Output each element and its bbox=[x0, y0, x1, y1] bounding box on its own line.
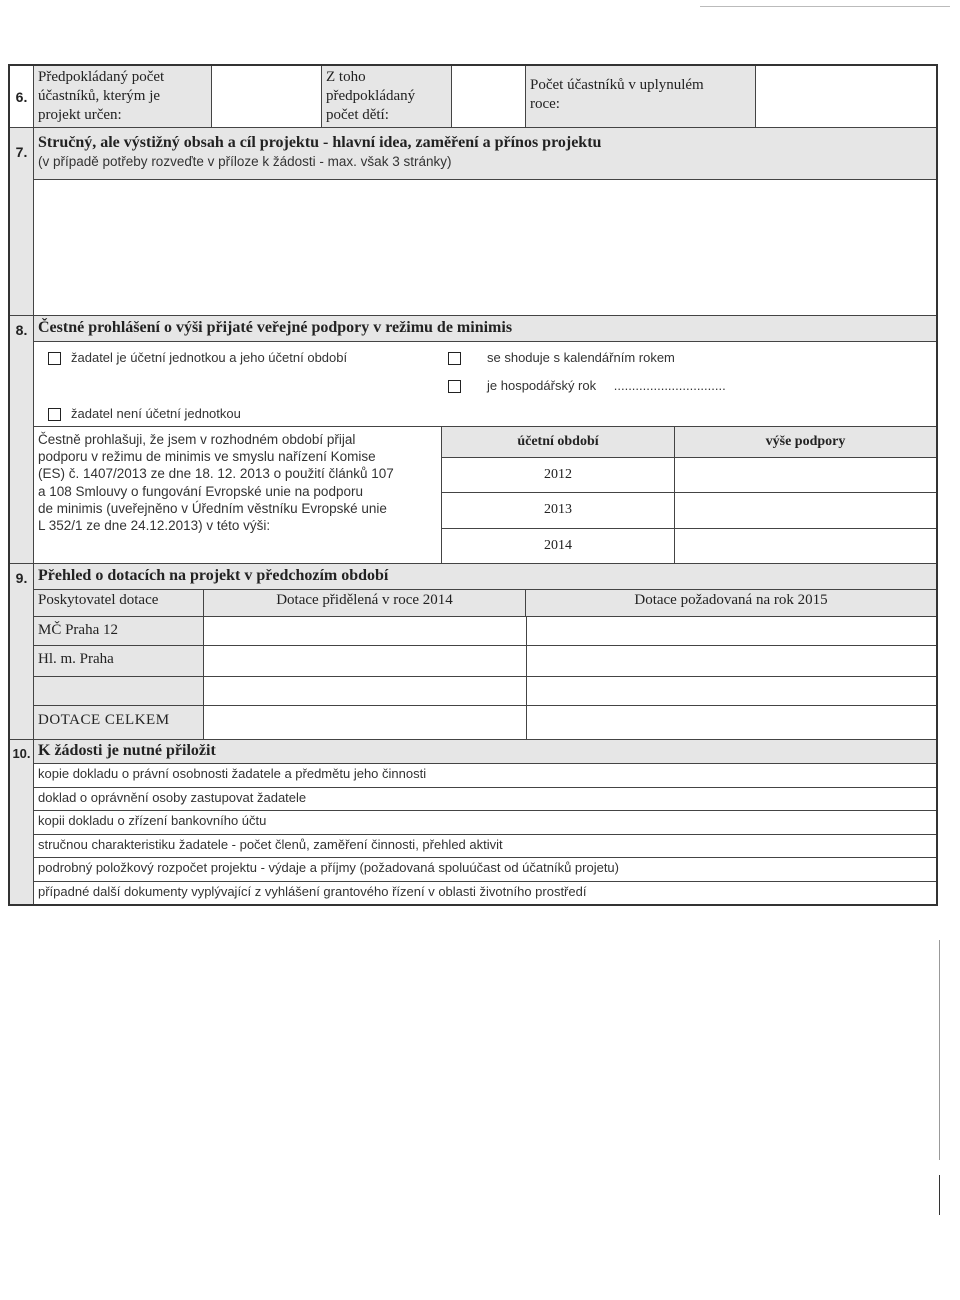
declaration-line: Čestně prohlašuji, že jsem v rozhodném období přijal bbox=[38, 432, 356, 447]
section-7 bbox=[10, 128, 936, 316]
option-fiscal-year[interactable] bbox=[448, 378, 726, 393]
label-line: předpokládaný bbox=[326, 88, 416, 104]
period-2013: 2013 bbox=[442, 493, 674, 528]
subsidy-row bbox=[34, 646, 936, 677]
section-7-header bbox=[34, 128, 936, 180]
section-8-number: 8. bbox=[10, 316, 34, 563]
granted-2014-field[interactable] bbox=[204, 617, 527, 645]
option-label: je hospodářský rok bbox=[487, 378, 597, 393]
amount-2013-field[interactable] bbox=[675, 493, 936, 528]
declaration-text bbox=[34, 427, 442, 563]
de-minimis-table bbox=[34, 427, 936, 563]
total-2014-field[interactable] bbox=[204, 706, 527, 739]
children-count-field[interactable] bbox=[452, 66, 526, 127]
granted-2014-header: Dotace přidělená v roce 2014 bbox=[204, 590, 526, 616]
past-participants-label bbox=[526, 66, 756, 127]
subsidy-table-header bbox=[34, 590, 936, 617]
granted-2014-field[interactable] bbox=[204, 646, 527, 676]
subsidy-total-row bbox=[34, 706, 936, 739]
section-9-number: 9. bbox=[10, 564, 34, 739]
participants-count-label bbox=[34, 66, 212, 127]
children-count-label bbox=[322, 66, 452, 127]
section-6-number: 6. bbox=[10, 66, 34, 127]
attachment-item: doklad o oprávnění osoby zastupovat žadatele bbox=[34, 788, 936, 812]
section-6 bbox=[10, 66, 936, 128]
section-10-title: K žádosti je nutné přiložit bbox=[34, 740, 936, 764]
amount-2014-field[interactable] bbox=[675, 529, 936, 563]
declaration-line: podporu v režimu de minimis ve smyslu nařízení Komise bbox=[38, 449, 376, 465]
declaration-line: (ES) č. 1407/2013 ze dne 18. 12. 2013 o použití článků 107 bbox=[38, 466, 394, 482]
scan-artifact-line bbox=[700, 6, 950, 7]
section-7-number: 7. bbox=[10, 128, 34, 315]
period-header: účetní období bbox=[442, 427, 674, 458]
participants-count-field[interactable] bbox=[212, 66, 322, 127]
label-line: roce: bbox=[530, 96, 560, 112]
attachment-item: podrobný položkový rozpočet projektu - výdaje a příjmy (požadovaná spoluúčast od účatníků projetu) bbox=[34, 858, 936, 882]
scan-artifact-line bbox=[939, 1175, 940, 1215]
option-calendar-year[interactable] bbox=[448, 350, 675, 365]
option-label: se shoduje s kalendářním rokem bbox=[487, 350, 675, 365]
period-2014: 2014 bbox=[544, 537, 572, 553]
declaration-line: de minimis (uveřejněno v Úředním věstníku Evropské unie bbox=[38, 500, 387, 516]
requested-2015-field[interactable] bbox=[527, 617, 936, 645]
checkbox-icon[interactable] bbox=[48, 408, 61, 421]
section-10-number: 10. bbox=[10, 740, 34, 904]
provider-name: Hl. m. Praha bbox=[34, 646, 204, 676]
provider-header: Poskytovatel dotace bbox=[34, 590, 204, 616]
subsidy-row bbox=[34, 617, 936, 646]
period-2012: 2012 bbox=[442, 458, 674, 493]
checkbox-icon[interactable] bbox=[48, 352, 61, 365]
grant-application-form bbox=[8, 64, 938, 906]
attachment-item: kopie dokladu o právní osobnosti žadatele a předmětu jeho činnosti bbox=[34, 764, 936, 788]
section-9-title: Přehled o dotacích na projekt v předchozím období bbox=[34, 564, 936, 590]
option-label: žadatel není účetní jednotkou bbox=[71, 406, 241, 421]
declaration-line: a 108 Smlouvy o fungování Evropské unie na podporu bbox=[38, 483, 363, 499]
label-line: účastníků, kterým je bbox=[38, 88, 161, 104]
amount-header: výše podpory bbox=[675, 427, 936, 458]
attachment-item: případné další dokumenty vyplývající z vyhlášení grantového řízení v oblasti životního prostředí bbox=[38, 883, 587, 899]
amount-2012-field[interactable] bbox=[675, 458, 936, 493]
fiscal-year-blank[interactable]: ............................... bbox=[613, 378, 726, 393]
scan-artifact-line bbox=[939, 940, 940, 1160]
declaration-line: L 352/1 ze dne 24.12.2013) v této výši: bbox=[38, 518, 271, 534]
attachment-item: kopii dokladu o zřízení bankovního účtu bbox=[34, 811, 936, 835]
label-line: Předpokládaný počet bbox=[38, 69, 165, 85]
label-line: Z toho bbox=[326, 69, 366, 85]
option-accounting-unit[interactable] bbox=[48, 350, 347, 365]
section-8 bbox=[10, 316, 936, 564]
section-9 bbox=[10, 564, 936, 740]
option-label: žadatel je účetní jednotkou a jeho účetní období bbox=[71, 350, 348, 365]
total-label: DOTACE CELKEM bbox=[34, 706, 204, 739]
checkbox-icon[interactable] bbox=[448, 352, 461, 365]
section-7-title: Stručný, ale výstižný obsah a cíl projektu - hlavní idea, zaměření a přínos projektu bbox=[38, 134, 602, 151]
project-summary-field[interactable] bbox=[34, 180, 936, 315]
total-2015-field[interactable] bbox=[527, 706, 936, 739]
section-7-subtitle: (v případě potřeby rozveďte v příloze k žádosti - max. však 3 stránky) bbox=[38, 154, 452, 169]
subsidy-row bbox=[34, 677, 936, 706]
accounting-options bbox=[34, 342, 936, 427]
attachment-item: stručnou charakteristiku žadatele - počet členů, zaměření činnosti, přehled aktivit bbox=[34, 835, 936, 859]
checkbox-icon[interactable] bbox=[448, 380, 461, 393]
label-line: projekt určen: bbox=[38, 107, 122, 123]
past-participants-field[interactable] bbox=[756, 66, 936, 127]
requested-2015-header: Dotace požadovaná na rok 2015 bbox=[634, 592, 828, 608]
label-line: počet dětí: bbox=[326, 107, 389, 123]
section-8-title: Čestné prohlášení o výši přijaté veřejné podpory v režimu de minimis bbox=[34, 316, 936, 342]
requested-2015-field[interactable] bbox=[527, 677, 936, 705]
option-not-accounting-unit[interactable] bbox=[48, 406, 241, 421]
provider-name[interactable] bbox=[34, 677, 204, 705]
granted-2014-field[interactable] bbox=[204, 677, 527, 705]
label-line: Počet účastníků v uplynulém bbox=[530, 77, 704, 93]
section-10 bbox=[10, 740, 936, 904]
provider-name: MČ Praha 12 bbox=[34, 617, 204, 645]
requested-2015-field[interactable] bbox=[527, 646, 936, 676]
